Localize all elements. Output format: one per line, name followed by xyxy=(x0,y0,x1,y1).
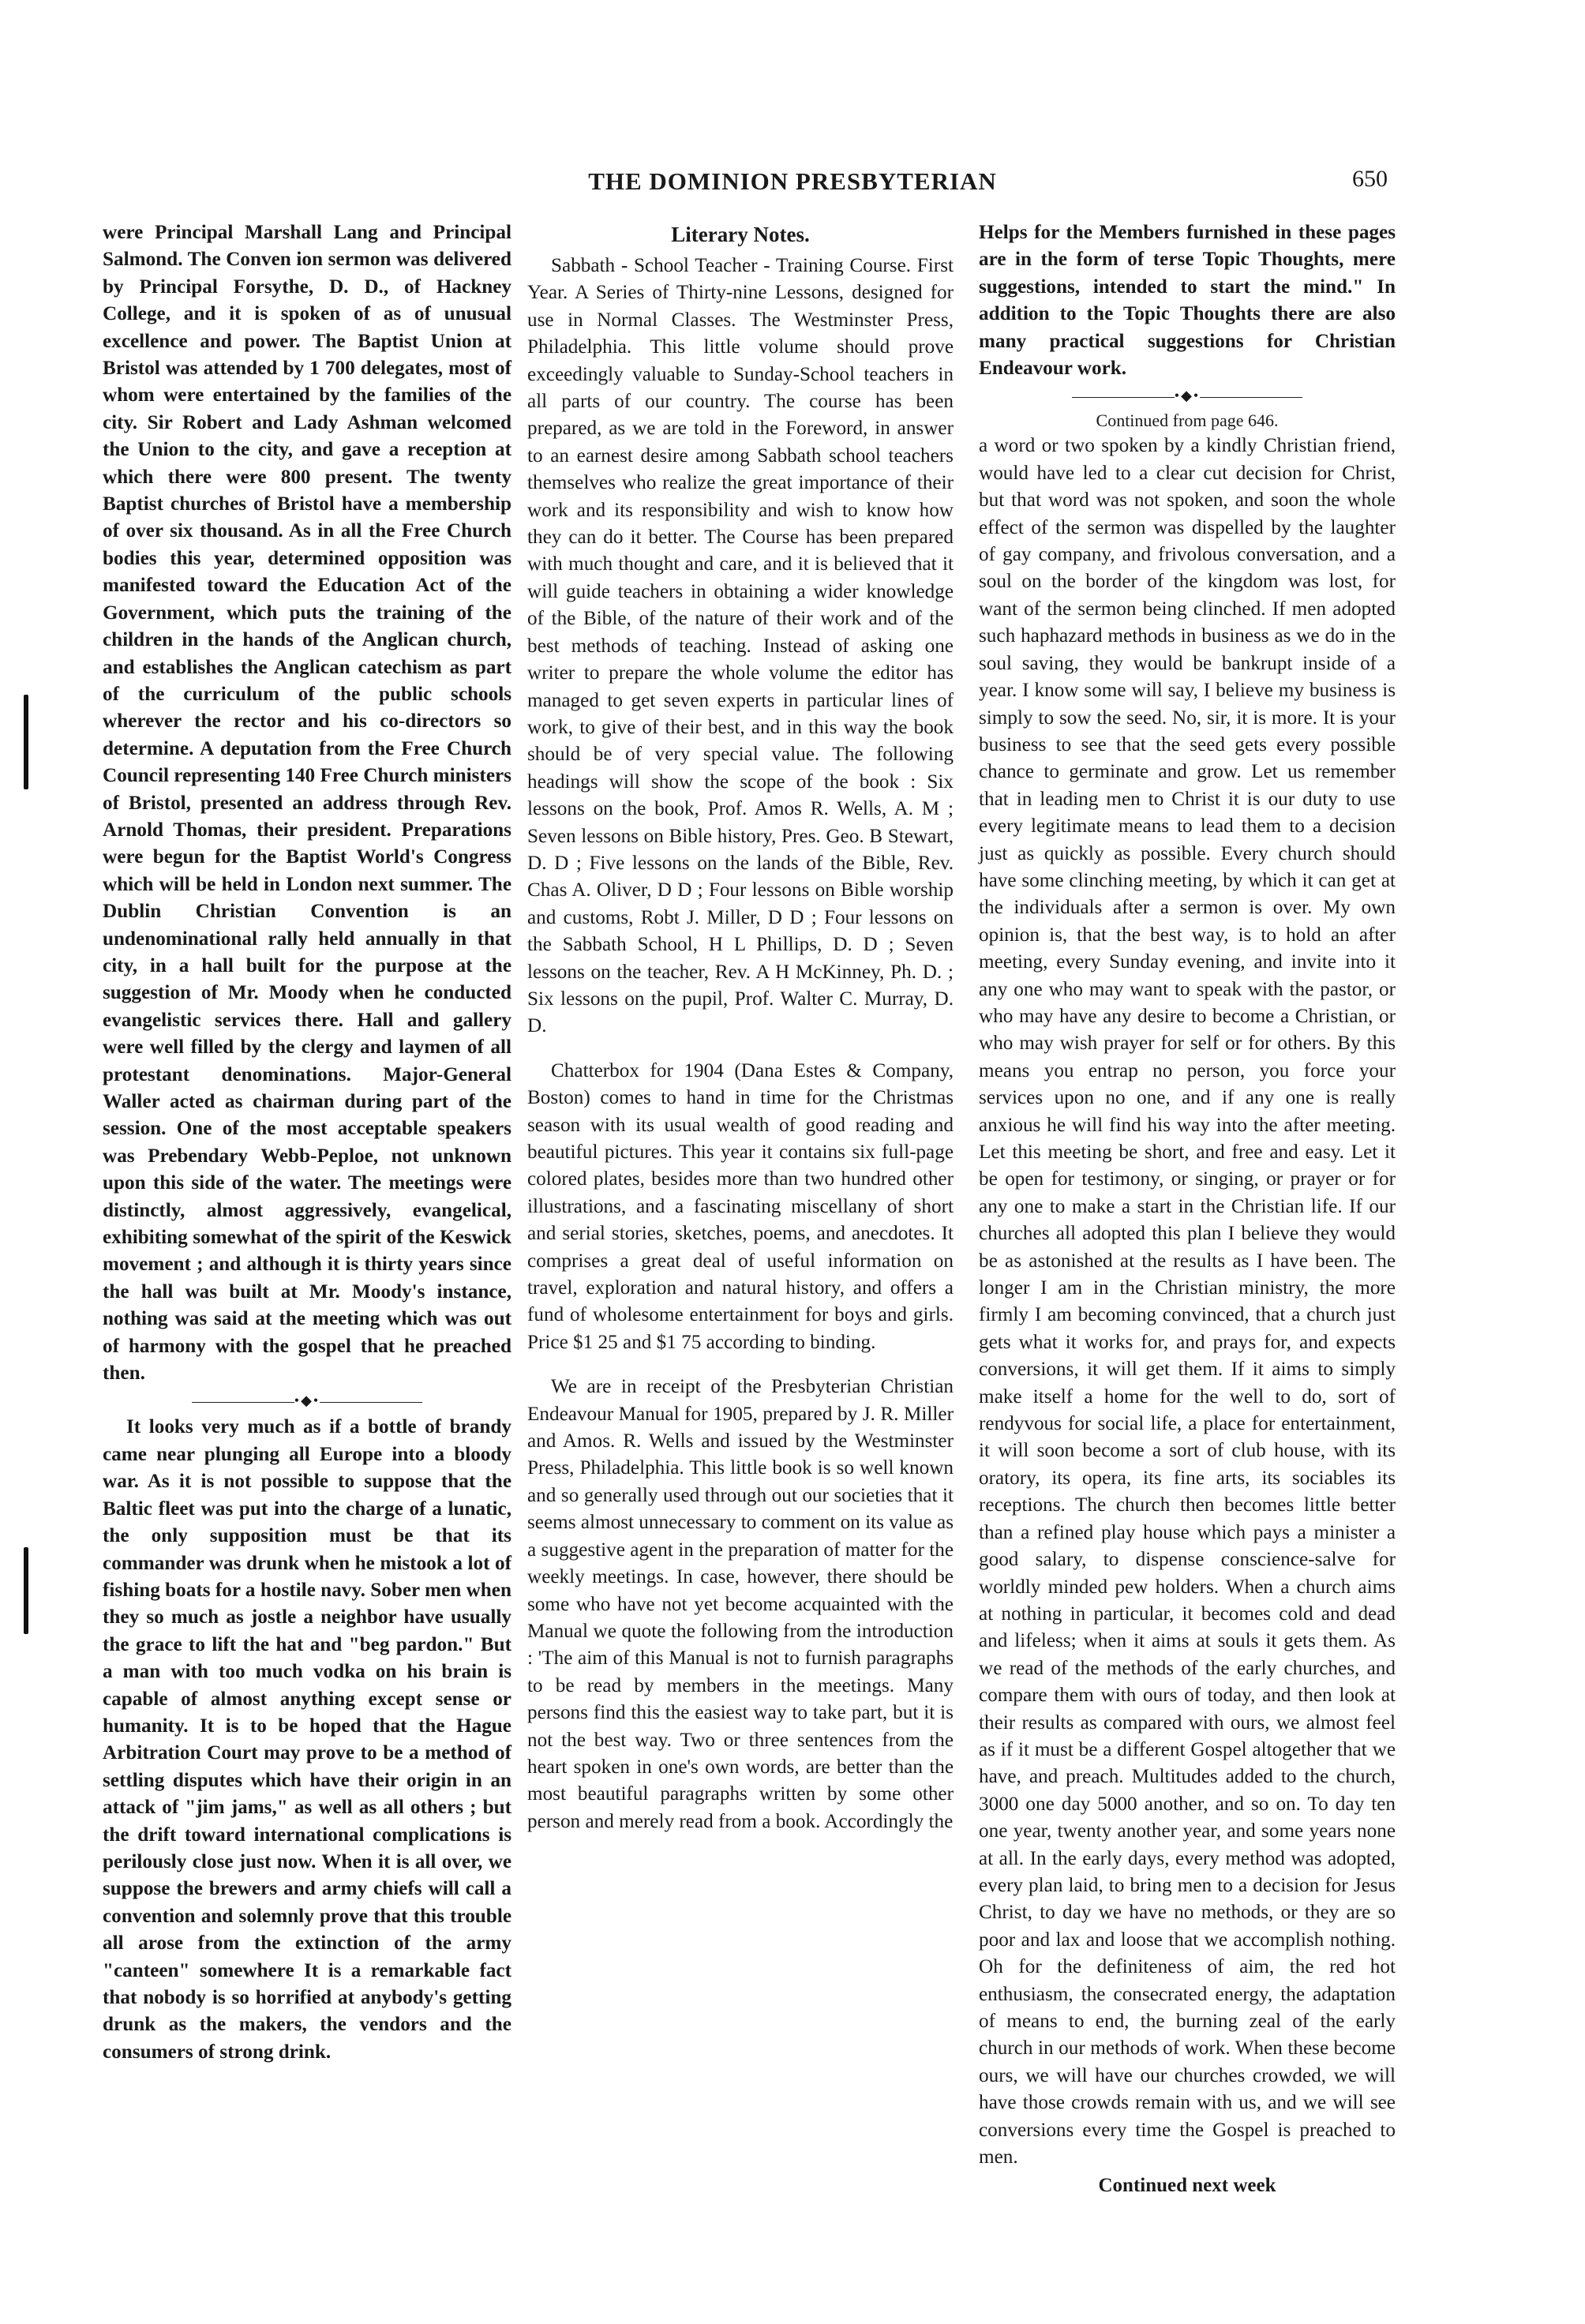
column-2 xyxy=(527,219,954,1835)
paragraph-gap xyxy=(527,1356,954,1374)
column-3-paragraph-2: a word or two spoken by a kindly Christian friend, would have led to a clear cut decision for Christ, but that word was not spoken, and soon the whole effect of the sermon was dispelled by the laughter of gay company, and frivolous conversation, and a soul on the border of the kingdom was lost, for want of the sermon being clinched. If men adopted such haphazard methods in business as we do in the soul saving, they would be bankrupt inside of a year. I know some will say, I believe my business is simply to sow the seed. No, sir, it is more. It is your business to see that the seed gets every possible chance to germinate and grow. Let us remember that in leading men to Christ it is our duty to use every legitimate means to lead them to a decision just as quickly as possible. Every church should have some clinching meeting, by which it can get at the individuals after a sermon is over. My own opinion is, that the best way, is to hold an after meeting, every Sunday evening, and invite into it any one who may want to speak with the pastor, or who may have any desire to become a Christian, or who may wish prayer for self or for others. By this means you entrap no person, you force your services upon no one, and if any one is really anxious he will find his way into the after meeting. Let this meeting be short, and free and easy. Let it be open for testimony, or singing, or prayer or for any one to make a start in the Christian life. If our churches all adopted this plan I believe they would be as astonished at the results as I have been. The longer I am in the Christian ministry, the more firmly I am becoming convinced, that a church just gets what it works for, and prays for, and expects conversions, it will get them. If it aims to simply make itself a home for the well to do, sort of rendyvous for social life, a place for entertainment, it will soon become a sort of club house, with its oratory, its opera, its fine arts, its sociables its receptions. The church then becomes little better than a refined play house which pays a minister a good salary, to dispense conscience-salve for worldly minded pew holders. When a church aims at nothing in particular, it becomes cold and dead and lifeless; when it aims at souls it gets them. As we read of the methods of the early churches, and compare them with ours of today, and then look at their results as compared with ours, we almost feel as if it must be a different Gospel altogether that we have, and preach. Multitudes added to the church, 3000 one day 5000 another, and so on. To day ten one year, twenty another year, and some years none at all. In the early days, every method was adopted, every plan laid, to bring men to a decision for Jesus Christ, to day we have no methods, or they are so poor and lax and loose that we accomplish nothing. Oh for the definiteness of aim, the red hot enthusiasm, the consecrated energy, the adaptation of means to end, the burning zeal of the early church in our methods of work. When these become ours, we will have our churches crowded, we will have those crowds remain with us, and we will see conversions every time the Gospel is preached to men. xyxy=(979,435,1396,2168)
column-1-paragraph-1: were Principal Marshall Lang and Principal Salmond. The Conven ion sermon was delivered by Principal Forsythe, D. D., of Hackney College, and it is spoken of as of unusual excellence and power. The Baptist Union at Bristol was attended by 1 700 delegates, most of whom were entertained by the families of the city. Sir Robert and Lady Ashman welcomed the Union to the city, and gave a reception at which there were 800 present. The twenty Baptist churches of Bristol have a membership of over six thousand. As in all the Free Church bodies this year, determined opposition was manifested toward the Education Act of the Government, which puts the training of the children in the hands of the Anglican church, and establishes the Anglican catechism as part of the curriculum of the public schools wherever the rector and his co-directors so determine. A deputation from the Free Church Council representing 140 Free Church ministers of Bristol, presented an address through Rev. Arnold Thomas, their president. Preparations were begun for the Baptist World's Congress which will be held in London next summer. The Dublin Christian Convention is an undenominational rally held annually in that city, in a hall built for the purpose at the suggestion of Mr. Moody when he conducted evangelistic services there. Hall and gallery were well filled by the clergy and laymen of all protestant denominations. Major-General Waller acted as chairman during part of the session. One of the most acceptable speakers was Prebendary Webb-Peploe, not unknown upon this side of the water. The meetings were distinctly, almost aggressively, evangelical, exhibiting somewhat of the spirit of the Keswick movement ; and although it is thirty years since the hall was built at Mr. Moody's instance, nothing was said at the meeting which was out of harmony with the gospel that he preached then. xyxy=(103,222,511,1385)
column-1 xyxy=(103,219,511,2066)
literary-notes-heading: Literary Notes. xyxy=(671,223,810,246)
column-2-paragraph-3: We are in receipt of the Presbyterian Christian Endeavour Manual for 1905, prepared by J. R. Miller and Amos. R. Wells and issued by the Westminster Press, Philadelphia. This little book is so well known and so generally used through out our societies that it seems almost unnecessary to comment on its value as a suggestive agent in the preparation of matter for the weekly meetings. In case, however, there should be some who have not yet become acquainted with the Manual we quote the following from the introduction : 'The aim of this Manual is not to furnish paragraphs to be read by members in the meetings. Many persons find this the easiest way to take part, but it is not the best way. Two or three sentences from the heart spoken in one's own words, are better than the most beautiful paragraphs written by some other person and merely read from a book. Accordingly the xyxy=(527,1376,954,1832)
column-2-paragraph-2: Chatterbox for 1904 (Dana Estes & Company, Boston) comes to hand in time for the Christmas season with its usual wealth of good reading and beautiful pictures. This year it contains six full-page colored plates, besides more than two hundred other illustrations, and a fascinating miscellany of short and serial stories, sketches, poems, and anecdotes. It comprises a great deal of useful information on travel, exploration and natural history, and offers a fund of wholesome entertainment for boys and girls. Price $1 25 and $1 75 according to binding. xyxy=(527,1059,954,1353)
continued-next-note: Continued next week xyxy=(1098,2175,1276,2197)
section-divider: •◆• xyxy=(979,385,1396,406)
column-3-paragraph-1: Helps for the Members furnished in these pages are in the form of terse Topic Thoughts, mere suggestions, intended to start the mind." In addition to the Topic Thoughts there are also many practical suggestions for Christian Endeavour work. xyxy=(979,222,1396,380)
continued-from-note: Continued from page 646. xyxy=(1096,410,1279,431)
page-number: 650 xyxy=(1352,166,1388,192)
paragraph-gap xyxy=(527,1040,954,1058)
column-3 xyxy=(979,219,1396,2200)
binding-mark-lower xyxy=(24,1547,28,1634)
masthead-title: THE DOMINION PRESBYTERIAN xyxy=(588,167,997,195)
section-divider: •◆• xyxy=(103,1390,511,1411)
column-2-paragraph-1: Sabbath - School Teacher - Training Course. First Year. A Series of Thirty-nine Lessons, designed for use in Normal Classes. The Westminster Press, Philadelphia. This little volume should prove exceedingly valuable to Sunday-School teachers in all parts of our country. The course has been prepared, as we are told in the Foreword, in answer to an earnest desire among Sabbath school teachers themselves who realize the great importance of their work and its responsibility and wish to know how they can do it better. The Course has been prepared with much thought and care, and it is believed that it will guide teachers in obtaining a wider knowledge of the Bible, of the nature of their work and of the best methods of teaching. Instead of asking one writer to prepare the whole volume the editor has managed to get seven experts in particular lines of work, to give of their best, and in this way the book should be of very special value. The following headings will show the scope of the book : Six lessons on the book, Prof. Amos R. Wells, A. M ; Seven lessons on Bible history, Pres. Geo. B Stewart, D. D ; Five lessons on the lands of the Bible, Rev. Chas A. Oliver, D D ; Four lessons on Bible worship and customs, Robt J. Miller, D D ; Four lessons on the Sabbath School, H L Phillips, D. D ; Seven lessons on the teacher, Rev. A H McKinney, Ph. D. ; Six lessons on the pupil, Prof. Walter C. Murray, D. D. xyxy=(527,255,954,1037)
binding-mark-upper xyxy=(24,695,28,789)
column-1-paragraph-2: It looks very much as if a bottle of brandy came near plunging all Europe into a bloody war. As it is not possible to suppose that the Baltic fleet was put into the charge of a lunatic, the only supposition must be that its commander was drunk when he mistook a lot of fishing boats for a hostile navy. Sober men when they so much as jostle a neighbor have usually the grace to lift the hat and "beg pardon." But a man with too much vodka on his brain is capable of almost anything except sense or humanity. It is to be hoped that the Hague Arbitration Court may prove to be a method of settling disputes which have their origin in an attack of "jim jams," as well as all others ; but the drift toward international complications is perilously close just now. When it is all over, we suppose the brewers and army chiefs will call a convention and solemnly prove that this trouble all arose from the extinction of the army "canteen" somewhere It is a remarkable fact that nobody is so horrified at anybody's getting drunk as the makers, the vendors and the consumers of strong drink. xyxy=(103,1416,511,2063)
page-header xyxy=(0,167,1585,207)
